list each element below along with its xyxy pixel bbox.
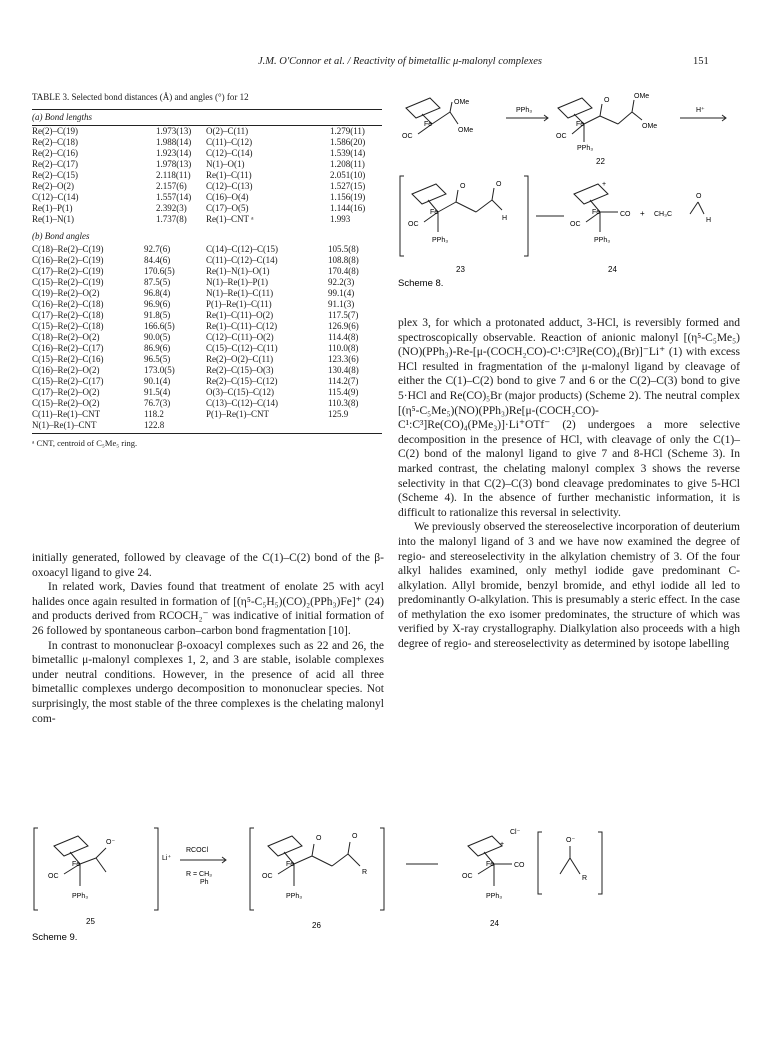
bond-length-cell: Re(1)–C(11): [206, 170, 252, 180]
bond-angle-cell: 90.0(5): [144, 332, 171, 342]
oc-label-26: OC: [262, 873, 273, 880]
co-label-24b: CO: [514, 862, 525, 869]
bond-length-cell: 2.157(6): [156, 181, 187, 191]
pph3-label-24b: PPh₃: [486, 893, 503, 900]
scheme-9-drawing: [30, 818, 750, 958]
bond-angle-cell: 173.0(5): [144, 365, 175, 375]
bond-length-row: [32, 148, 382, 159]
oc-label-22: OC: [556, 133, 567, 140]
acetaldehyde-label: CH₃C: [654, 211, 673, 218]
bond-angle-cell: 130.4(8): [328, 365, 359, 375]
bond-angle-cell: 99.1(4): [328, 288, 355, 298]
bond-length-cell: 1.279(11): [330, 126, 365, 136]
bond-angle-cell: O(3)–C(15)–C(12): [206, 387, 274, 397]
bond-angle-row: [32, 266, 382, 277]
bond-angle-cell: 114.2(7): [328, 376, 359, 386]
bond-angle-cell: 76.7(3): [144, 398, 171, 408]
scheme-8-drawing: [396, 90, 740, 290]
bond-angle-cell: 170.6(5): [144, 266, 175, 276]
pph3-label-24: PPh₃: [594, 237, 611, 244]
table-footnote: ᵃ CNT, centroid of C₅Me₅ ring.: [32, 438, 138, 448]
bond-angle-cell: C(17)–Re(2)–C(18): [32, 310, 104, 320]
bond-length-cell: 1.923(14): [156, 148, 192, 158]
bond-angle-cell: 170.4(8): [328, 266, 359, 276]
bond-length-cell: C(12)–C(13): [206, 181, 253, 191]
bond-angle-cell: C(17)–Re(2)–C(19): [32, 266, 104, 276]
compound-25: 25: [86, 917, 95, 926]
page-number: 151: [693, 56, 709, 67]
bond-angle-cell: [206, 420, 328, 431]
section-bond-lengths: (a) Bond lengths: [32, 112, 92, 122]
bond-angle-row: [32, 299, 382, 310]
oc-label-25: OC: [48, 873, 59, 880]
fe-label-23: Fe: [430, 209, 439, 216]
reagent-pph3: PPh₃: [516, 107, 533, 114]
oc-label-24: OC: [570, 221, 581, 228]
bond-length-cell: C(11)–C(12): [206, 137, 253, 147]
bond-angle-row: [32, 365, 382, 376]
left-column-text: [32, 551, 384, 726]
bond-length-row: [32, 192, 382, 203]
left-paragraph-1: initially generated, followed by cleavage of the C(1)–C(2) bond of the β-oxoacyl ligand to give 24.: [32, 552, 384, 579]
bond-angle-cell: Re(1)–C(11)–O(2): [206, 310, 274, 320]
right-paragraph-1: plex 3, for which a protonated adduct, 3-HCl, is reversibly formed and spectroscopically observable. Reaction of anionic malonyl [(η⁵-C₅Me₅)(NO)(PPh₃)-Re-[μ-(COCH₂CO)-C¹:C³]Re(CO)₄(Br)]⁻Li⁺ (1) with excess HCl resulted in fragmentation of the μ-malonyl ligand by cleavage of either the C(1)–C(2) bond to give 7 and 6 or the C(2)–C(3) bond to give 5·HCl and Re(CO)₅Br (major products) (Scheme 2). The neutral complex [(η⁵-C₅Me₅)(NO)(PPh₃)Re[μ-(COCH₂CO)-C¹:C³]Re(CO)₄(PMe₃)]·Li⁺OTf⁻ (2) undergoes a more selective decomposition in the presence of HCl, with cleavage of only the C(1)–C(2) bond of the malonyl ligand to give 7 and 8-HCl (Scheme 3). In marked contrast, the chelating malonyl complex 3 shows the reverse selectivity in that C(2)–C(3) bond cleavage predominates to give 5-HCl (Scheme 4). In the absence of further mechanistic information, it is difficult to rationalize this reversal in selectivity.: [398, 317, 740, 519]
bond-angle-cell: 115.4(9): [328, 387, 359, 397]
bond-angle-cell: 166.6(5): [144, 321, 175, 331]
bond-angle-cell: Re(2)–O(2)–C(11): [206, 354, 274, 364]
bond-length-cell: 1.737(8): [156, 214, 187, 224]
bond-length-cell: 1.208(11): [330, 159, 365, 169]
bond-length-row: [32, 137, 382, 148]
pph3-label-23: PPh₃: [432, 237, 449, 244]
bond-angle-cell: C(18)–Re(2)–C(19): [32, 244, 104, 254]
bond-length-cell: 2.118(11): [156, 170, 191, 180]
bond-table: [32, 92, 382, 449]
bond-length-cell: C(16)–O(4): [206, 192, 249, 202]
scheme-8: [396, 90, 740, 290]
left-paragraph-2: In related work, Davies found that treatment of enolate 25 with acyl halides once again resulted in formation of [(η⁵-C₅H₅)(CO)₂(PPh₃)Fe]⁺ (24) and products derived from RCOCH₂⁻ was indicative of initial formation of 26 followed by spontaneous carbon–carbon bond fragmentation [10].: [32, 581, 384, 637]
bond-angle-cell: N(1)–Re(1)–C(11): [206, 288, 274, 298]
bond-angle-cell: C(15)–Re(2)–C(17): [32, 376, 104, 386]
bond-length-cell: 2.392(3): [156, 203, 187, 213]
bond-length-row: [32, 170, 382, 181]
bond-length-cell: 1.557(14): [156, 192, 192, 202]
o-label-26b: O: [352, 833, 358, 840]
bond-length-cell: Re(2)–C(19): [32, 126, 78, 136]
bond-angle-cell: C(13)–C(12)–C(14): [206, 398, 278, 408]
compound-26: 26: [312, 921, 321, 930]
table-bottom-rule: [32, 433, 382, 434]
bond-angle-cell: 125.9: [328, 409, 349, 419]
o-minus-25: O⁻: [106, 839, 116, 846]
bond-angle-cell: C(12)–C(11)–O(2): [206, 332, 274, 342]
bond-angle-cell: C(11)–C(12)–C(14): [206, 255, 278, 265]
bond-angle-row: [32, 420, 382, 431]
o-label-26a: O: [316, 835, 322, 842]
page-header: [0, 56, 768, 74]
bond-angle-cell: 91.1(3): [328, 299, 355, 309]
compound-22: 22: [596, 157, 605, 166]
bond-length-cell: 1.978(13): [156, 159, 192, 169]
bond-angle-row: [32, 244, 382, 255]
condition-ph: Ph: [200, 879, 209, 886]
bond-angle-cell: C(14)–C(12)–C(15): [206, 244, 278, 254]
li-label: Li⁺: [162, 855, 172, 862]
bond-angle-cell: 92.7(6): [144, 244, 171, 254]
bond-angle-cell: C(19)–Re(2)–O(2): [32, 288, 100, 298]
scheme-8-label: Scheme 8.: [398, 278, 444, 289]
bond-angle-cell: 91.5(4): [144, 387, 171, 397]
bond-angle-cell: Re(1)–C(11)–C(12): [206, 321, 278, 331]
bond-length-cell: Re(2)–O(2): [32, 181, 74, 191]
scheme-9: [30, 818, 750, 958]
bond-angle-row: [32, 354, 382, 365]
bond-angle-cell: 96.5(5): [144, 354, 171, 364]
bond-angle-cell: Re(2)–C(15)–O(3): [206, 365, 274, 375]
compound-24: 24: [608, 265, 617, 274]
bond-angle-cell: 84.4(6): [144, 255, 171, 265]
ome-label-22a: OMe: [634, 93, 650, 100]
pph3-label-26: PPh₃: [286, 893, 303, 900]
co-label-24: CO: [620, 211, 631, 218]
o-label-23a: O: [460, 183, 466, 190]
cl-label-24: Cl⁻: [510, 829, 521, 836]
bond-angle-row: [32, 310, 382, 321]
bond-angle-cell: C(15)–Re(2)–C(18): [32, 321, 104, 331]
bond-angle-cell: C(15)–Re(2)–C(19): [32, 277, 104, 287]
o-label-23b: O: [496, 181, 502, 188]
pph3-label-25: PPh₃: [72, 893, 89, 900]
bond-angle-cell: 110.3(8): [328, 398, 359, 408]
bond-angle-row: [32, 376, 382, 387]
bond-angle-cell: C(11)–Re(1)–CNT: [32, 409, 101, 419]
bond-angle-cell: 122.8: [144, 420, 165, 430]
bond-angle-cell: 118.2: [144, 409, 164, 419]
bond-angle-cell: 114.4(8): [328, 332, 359, 342]
bond-length-cell: Re(2)–C(17): [32, 159, 78, 169]
bond-angle-row: [32, 321, 382, 332]
right-column-text: [398, 316, 740, 652]
o-label-22: O: [604, 97, 610, 104]
fe-label-24b: Fe: [486, 861, 495, 868]
ome-label-22b: OMe: [642, 123, 658, 130]
bond-angle-cell: 96.8(4): [144, 288, 171, 298]
bond-length-row: [32, 214, 382, 225]
bond-lengths-body: [32, 126, 382, 225]
bond-length-cell: 1.988(14): [156, 137, 192, 147]
oc-label-23: OC: [408, 221, 419, 228]
bond-angle-cell: C(15)–C(12)–C(11): [206, 343, 278, 353]
bond-length-cell: 1.993: [330, 214, 351, 224]
ome-label-1: OMe: [454, 99, 470, 106]
bond-angle-cell: 87.5(5): [144, 277, 171, 287]
bond-length-cell: Re(2)–C(16): [32, 148, 78, 158]
ome-label-2: OMe: [458, 127, 474, 134]
bond-length-cell: 1.527(15): [330, 181, 366, 191]
left-paragraph-3: In contrast to mononuclear β-oxoacyl complexes such as 22 and 26, the bimetallic μ-malonyl complexes 1, 2, and 3 are stable, isolable complexes under neutral conditions. However, in the presence of acid all three bimetallic complexes undergo decomposition to mononuclear species. Not surprisingly, the most stable of the three complexes is the chelating malonyl com-: [32, 639, 384, 725]
bond-length-row: [32, 126, 382, 137]
bond-length-cell: C(17)–O(5): [206, 203, 249, 213]
right-paragraph-2: We previously observed the stereoselective incorporation of deuterium into the malonyl ligand of 3 and we have now examined the degree of regio- and stereoselectivity in the alkylation chemistry of 3. Of the four alkyl halides examined, only methyl iodide gave predominant C-alkylation. Allyl bromide, benzyl bromide, and ethyl iodide all led to predominantly O-alkylation. This is presumably a steric effect. In the case of methylation the exo isomer predominates, the structure of which was verified by X-ray crystallography. Dialkylation also proceeds with a high degree of regio- and stereoselectivity as determined by isotope labelling: [398, 521, 740, 651]
bond-angle-cell: 90.1(4): [144, 376, 171, 386]
reagent-rcocl: RCOCl: [186, 847, 209, 854]
bond-angle-row: [32, 409, 382, 420]
bond-angle-cell: Re(1)–N(1)–O(1): [206, 266, 270, 276]
bond-angles-body: [32, 244, 382, 431]
bond-angle-cell: C(18)–Re(2)–O(2): [32, 332, 100, 342]
bond-angle-cell: N(1)–Re(1)–CNT: [32, 420, 97, 430]
bond-length-cell: 1.539(14): [330, 148, 366, 158]
bond-length-row: [32, 203, 382, 214]
fe-label-24: Fe: [592, 209, 601, 216]
bond-length-row: [32, 181, 382, 192]
pph3-label-22: PPh₃: [577, 145, 594, 152]
h-label-23: H: [502, 215, 508, 222]
bond-angle-cell: C(16)–Re(2)–C(18): [32, 299, 104, 309]
bond-length-cell: 1.586(20): [330, 137, 366, 147]
bond-angle-cell: 92.2(3): [328, 277, 355, 287]
bond-angle-cell: N(1)–Re(1)–P(1): [206, 277, 268, 287]
condition-r-ch3: R = CH₃: [186, 871, 212, 878]
bond-length-cell: Re(1)–P(1): [32, 203, 73, 213]
compound-24b: 24: [490, 919, 499, 928]
running-head: J.M. O'Connor et al. / Reactivity of bimetallic μ-malonyl complexes: [258, 56, 542, 67]
bond-length-cell: Re(2)–C(18): [32, 137, 78, 147]
bond-angle-row: [32, 387, 382, 398]
bond-length-cell: O(2)–C(11): [206, 126, 249, 136]
r-label-enolate: R: [582, 875, 588, 882]
bond-angle-cell: 126.9(6): [328, 321, 359, 331]
bond-angle-cell: C(16)–Re(2)–C(19): [32, 255, 104, 265]
bond-length-cell: 1.973(13): [156, 126, 192, 136]
bond-angle-row: [32, 398, 382, 409]
bond-length-cell: 1.156(19): [330, 192, 366, 202]
bond-angle-cell: C(15)–Re(2)–O(2): [32, 398, 100, 408]
bond-length-cell: 1.144(16): [330, 203, 366, 213]
bond-angle-cell: 96.9(6): [144, 299, 171, 309]
bond-angle-cell: P(1)–Re(1)–CNT: [206, 409, 269, 419]
bond-angle-cell: C(16)–Re(2)–C(17): [32, 343, 104, 353]
plus-label-24b: +: [500, 841, 505, 848]
bond-length-cell: Re(1)–CNT ᵃ: [206, 214, 254, 224]
plus-label-24: +: [602, 181, 607, 188]
bond-length-row: [32, 159, 382, 170]
o-label-ald: O: [696, 193, 702, 200]
bond-length-cell: Re(2)–C(15): [32, 170, 78, 180]
bond-angle-cell: 105.5(8): [328, 244, 359, 254]
o-minus-enolate: O⁻: [566, 837, 576, 844]
bond-length-cell: Re(1)–N(1): [32, 214, 74, 224]
bond-angle-cell: 86.9(6): [144, 343, 171, 353]
bond-angle-row: [32, 277, 382, 288]
bond-angle-row: [32, 255, 382, 266]
bond-angle-cell: 108.8(8): [328, 255, 359, 265]
bond-angle-cell: 110.0(8): [328, 343, 359, 353]
plus-sign: +: [640, 209, 645, 218]
bond-angle-cell: C(17)–Re(2)–O(2): [32, 387, 100, 397]
fe-label-25: Fe: [72, 861, 81, 868]
oc-label-1: OC: [402, 133, 413, 140]
bond-angle-cell: P(1)–Re(1)–C(11): [206, 299, 272, 309]
fe-label-26: Fe: [286, 861, 295, 868]
reagent-h-plus: H⁺: [696, 107, 705, 114]
bond-angle-row: [32, 332, 382, 343]
section-bond-angles: (b) Bond angles: [32, 231, 90, 241]
bond-angle-cell: 91.8(5): [144, 310, 171, 320]
fe-label-22: Fe: [576, 121, 585, 128]
bond-angle-cell: [328, 420, 382, 431]
bond-angle-cell: Re(2)–C(15)–C(12): [206, 376, 278, 386]
bond-angle-cell: 117.5(7): [328, 310, 359, 320]
bond-angle-row: [32, 343, 382, 354]
table-caption: TABLE 3. Selected bond distances (Å) and angles (°) for 12: [32, 92, 249, 102]
bond-length-cell: N(1)–O(1): [206, 159, 245, 169]
bond-angle-cell: C(15)–Re(2)–C(16): [32, 354, 104, 364]
bond-angle-cell: 123.3(6): [328, 354, 359, 364]
scheme-9-label: Scheme 9.: [32, 932, 78, 943]
oc-label-24b: OC: [462, 873, 473, 880]
h-label-ald: H: [706, 217, 712, 224]
bond-angle-cell: C(16)–Re(2)–O(2): [32, 365, 100, 375]
bond-length-cell: 2.051(10): [330, 170, 366, 180]
bond-length-cell: C(12)–C(14): [206, 148, 253, 158]
compound-23: 23: [456, 265, 465, 274]
bond-length-cell: C(12)–C(14): [32, 192, 79, 202]
fe-label-1: Fe: [424, 121, 433, 128]
r-label-26: R: [362, 869, 368, 876]
bond-angle-row: [32, 288, 382, 299]
